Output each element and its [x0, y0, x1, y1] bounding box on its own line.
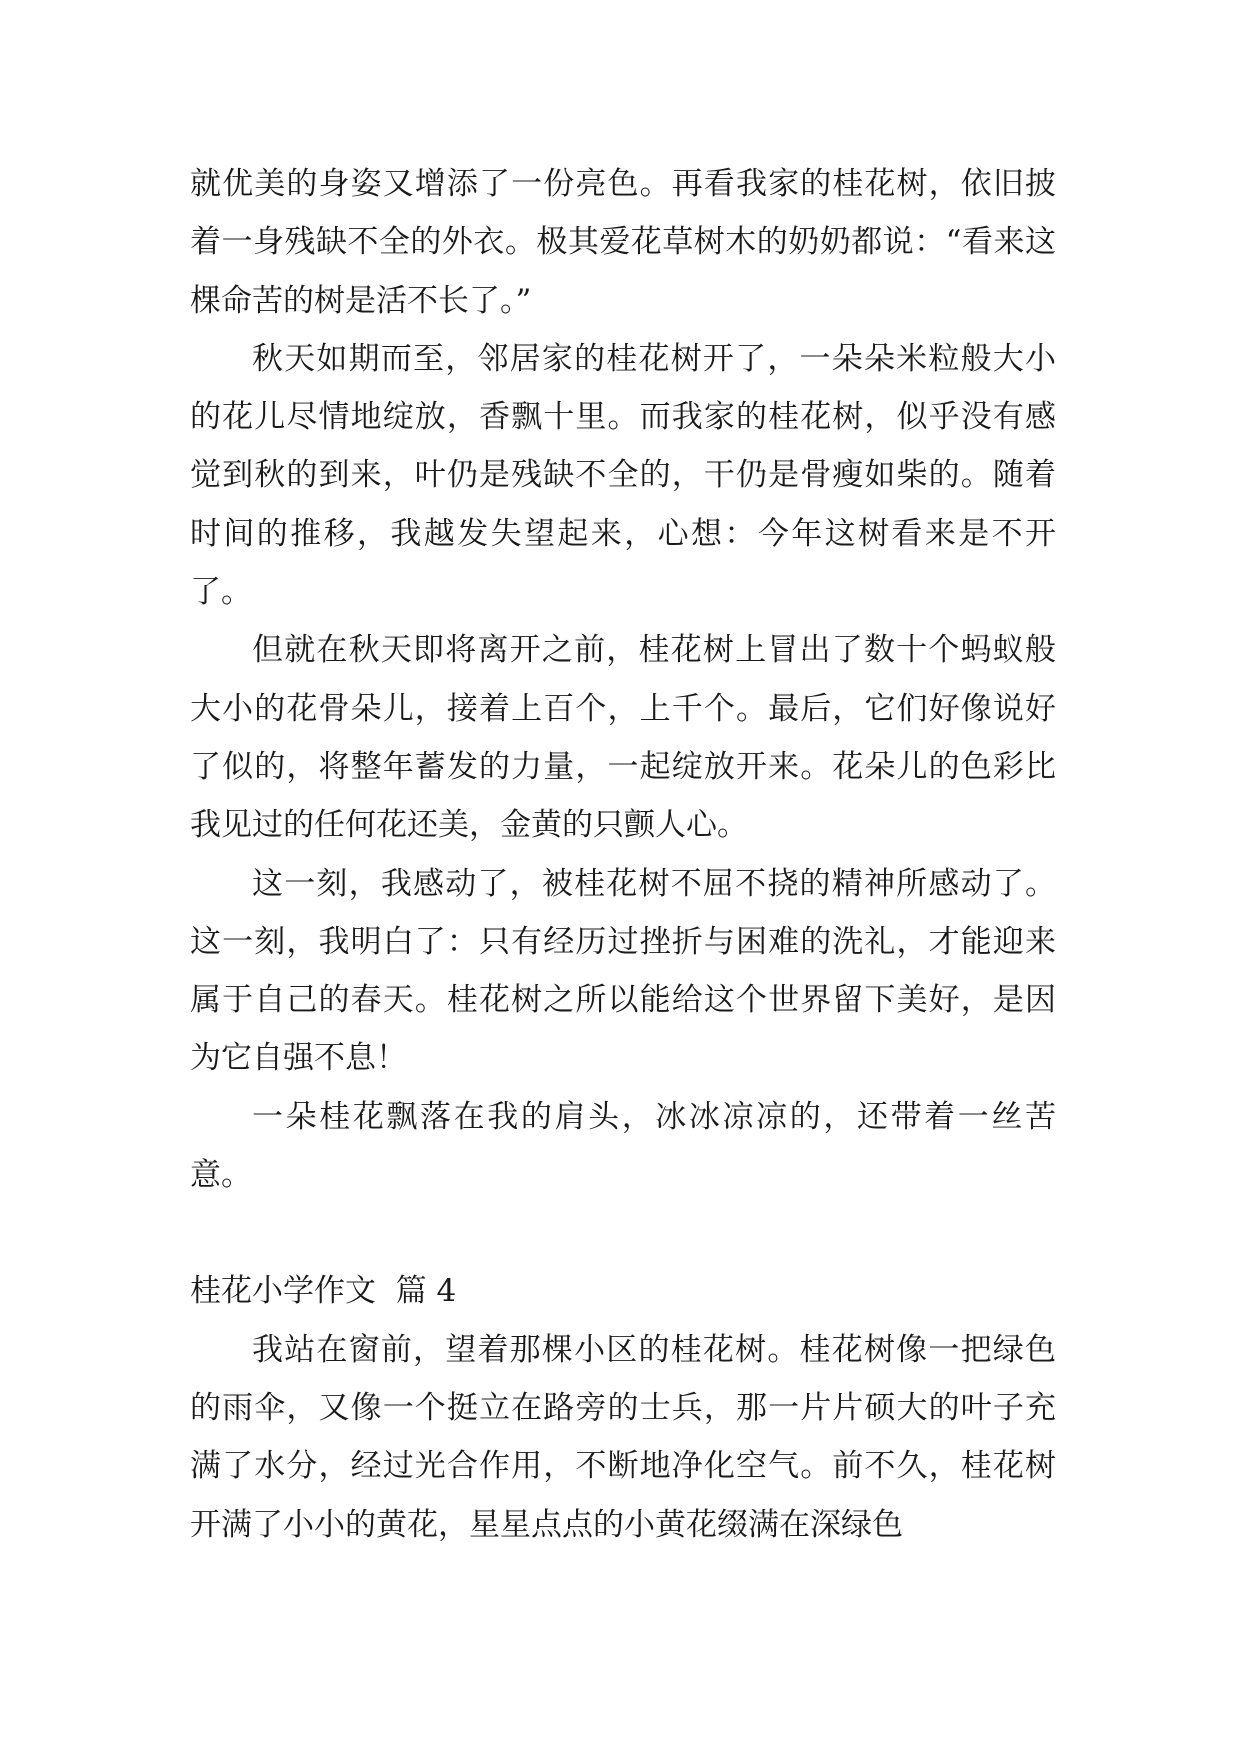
document-body — [190, 155, 1056, 1554]
paragraph-continuation: 就优美的身姿又增添了一份亮色。再看我家的桂花树，依旧披着一身残缺不全的外衣。极其爱花草树木的奶奶都说：“看来这棵命苦的树是活不长了。” — [190, 166, 1056, 319]
paragraph: 这一刻，我感动了，被桂花树不屈不挠的精神所感动了。这一刻，我明白了：只有经历过挫折与困难的洗礼，才能迎来属于自己的春天。桂花树之所以能给这个世界留下美好，是因为它自强不息！ — [190, 865, 1056, 1077]
paragraph: 秋天如期而至，邻居家的桂花树开了，一朵朵米粒般大小的花儿尽情地绽放，香飘十里。而我家的桂花树，似乎没有感觉到秋的到来，叶仍是残缺不全的，干仍是骨瘦如柴的。随着时间的推移，我越发失望起来，心想：今年这树看来是不开了。 — [190, 340, 1056, 611]
section-heading: 桂花小学作文 篇 4 — [190, 1273, 457, 1310]
paragraph: 一朵桂花飘落在我的肩头，冰冰凉凉的，还带着一丝苦意。 — [190, 1098, 1056, 1194]
paragraph: 我站在窗前，望着那棵小区的桂花树。桂花树像一把绿色的雨伞，又像一个挺立在路旁的士兵，那一片片硕大的叶子充满了水分，经过光合作用，不断地净化空气。前不久，桂花树开满了小小的黄花，星星点点的小黄花缀满在深绿色 — [190, 1331, 1056, 1543]
paragraph: 但就在秋天即将离开之前，桂花树上冒出了数十个蚂蚁般大小的花骨朵儿，接着上百个，上千个。最后，它们好像说好了似的，将整年蓄发的力量，一起绽放开来。花朵儿的色彩比我见过的任何花还美，金黄的只颤人心。 — [190, 632, 1056, 844]
